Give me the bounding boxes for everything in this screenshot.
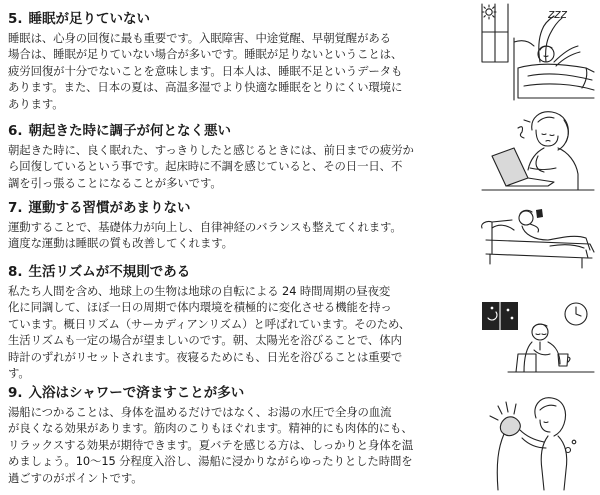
body-line: 私たち人間を含め、地球上の生物は地球の自転による 24 時間周期の昼夜変 — [8, 284, 391, 298]
tired-person-at-laptop-illustration — [478, 108, 596, 198]
body-line: あります。 — [8, 96, 64, 111]
section-7 — [8, 200, 470, 252]
section-title: 運動する習慣があまりない — [28, 200, 191, 216]
section-number: 8. — [8, 264, 23, 280]
body-line: が良くなる効果があります。筋肉のこりもほぐれます。精神的にも肉体的にも、 — [8, 421, 413, 436]
section-number: 7. — [8, 200, 23, 216]
body-line: 生活リズムも一定の場合が望ましいのです。朝、太陽光を浴びることで、体内 — [8, 333, 402, 348]
section-title: 入浴はシャワーで済ますことが多い — [28, 385, 245, 401]
section-body — [8, 283, 470, 381]
section-body — [8, 219, 470, 252]
body-line: 化に同調して、ほぼ一日の周期で体内環境を積極的に変化させる機能を持っ — [8, 300, 392, 315]
person-working-at-night-illustration — [478, 288, 596, 388]
person-waking-up-illustration — [478, 2, 596, 102]
section-title: 睡眠が足りていない — [28, 11, 151, 27]
section-6 — [8, 123, 470, 191]
body-line: ら回復しているという事です。起床時に不調を感じていると、その日一日、不 — [8, 159, 403, 174]
body-line: 調を引っ張ることになることが多いです。 — [8, 175, 222, 190]
body-line: ています。概日リズム（サーカディアンリズム）と呼ばれています。そのため、 — [8, 316, 411, 331]
section-heading — [8, 264, 470, 280]
section-title: 朝起きた時に調子が何となく悪い — [28, 123, 232, 139]
section-title: 生活リズムが不規則である — [28, 264, 191, 280]
body-line: 睡眠は、心身の回復に最も重要です。入眠障害、中途覚醒、早朝覚醒がある — [8, 31, 391, 45]
body-line: リラックスする効果が期待できます。夏バテを感じる方は、しっかりと身体を温 — [8, 437, 414, 452]
section-heading — [8, 123, 470, 139]
section-number: 5. — [8, 11, 23, 27]
body-line: 運動することで、基礎体力が向上し、自律神経のバランスも整えてくれます。 — [8, 220, 402, 234]
section-5 — [8, 11, 470, 112]
section-heading — [8, 385, 470, 401]
body-line: めましょう。10～15 分程度入浴し、湯船に浸かりながらゆったりとした時間を — [8, 454, 413, 469]
section-9 — [8, 385, 470, 486]
body-line: 場合は、睡眠が足りていない場合が多いです。睡眠が足りないということは、 — [8, 47, 403, 62]
section-body — [8, 30, 470, 112]
person-lying-on-sofa-illustration — [478, 198, 596, 282]
section-body — [8, 142, 470, 191]
person-showering-illustration — [478, 390, 596, 492]
body-line: 時計のずれがリセットされます。夜寝るためにも、日光を浴びることは重要で — [8, 349, 403, 364]
section-heading — [8, 200, 470, 216]
section-number: 6. — [8, 123, 23, 139]
zzz-label: zzz — [548, 7, 567, 21]
section-number: 9. — [8, 385, 23, 401]
body-line: あります。また、日本の夏は、高温多湿でより快適な睡眠をとりにくい環境に — [8, 80, 403, 95]
body-line: 過ごすのがポイントです。 — [8, 470, 143, 485]
body-line: す。 — [8, 366, 30, 381]
body-line: 湯船につかることは、身体を温めるだけではなく、お湯の水圧で全身の血流 — [8, 405, 392, 419]
body-line: 適度な運動は睡眠の質も改善してくれます。 — [8, 236, 233, 251]
body-line: 疲労回復が十分でないことを意味します。日本人は、睡眠不足というデータも — [8, 63, 403, 78]
section-body — [8, 404, 470, 486]
body-line: 朝起きた時に、良く眠れた、すっきりしたと感じるときには、前日までの疲労か — [8, 143, 414, 157]
section-heading — [8, 11, 470, 27]
section-8 — [8, 264, 470, 381]
